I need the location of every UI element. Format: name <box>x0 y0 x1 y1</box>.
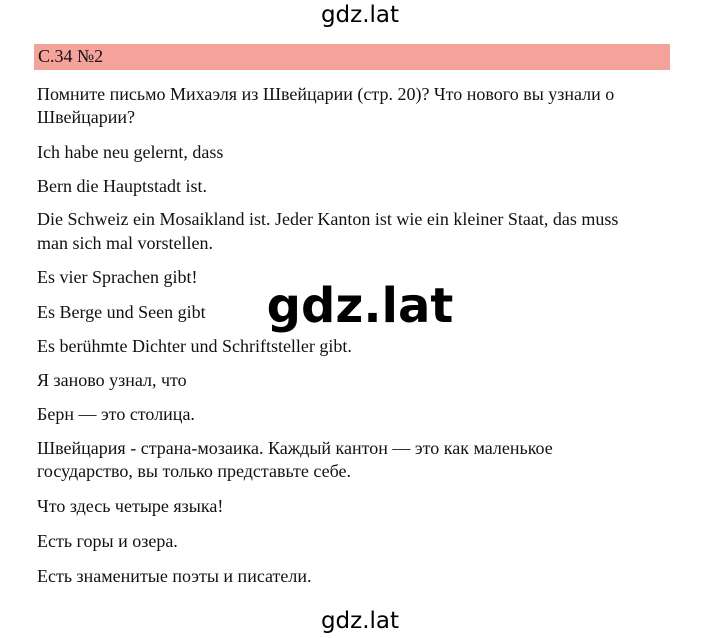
russian-answer-4: Есть горы и озера. <box>37 531 178 551</box>
russian-answer-1: Берн — это столица. <box>37 404 195 424</box>
german-answer-5: Es berühmte Dichter und Schriftsteller gibt. <box>37 336 352 356</box>
task-number: С.34 №2 <box>38 46 104 66</box>
german-intro: Ich habe neu gelernt, dass <box>37 142 224 162</box>
site-title-bottom: gdz.lat <box>320 608 400 634</box>
german-answer-2-line-1: Die Schweiz ein Mosaikland ist. Jeder Kanton ist wie ein kleiner Staat, das muss <box>37 209 619 229</box>
question-line-1: Помните письмо Михаэля из Швейцарии (стр. 20)? Что нового вы узнали о <box>37 84 615 104</box>
german-answer-1: Bern die Hauptstadt ist. <box>37 176 207 196</box>
german-answer-4: Es Berge und Seen gibt <box>37 302 206 322</box>
russian-answer-3: Что здесь четыре языка! <box>37 496 224 516</box>
german-answer-2-line-2: man sich mal vorstellen. <box>37 233 213 253</box>
question-line-2: Швейцарии? <box>37 107 136 127</box>
watermark-text: gdz.lat <box>266 278 454 334</box>
russian-intro: Я заново узнал, что <box>37 370 187 390</box>
task-header-bar <box>34 44 670 70</box>
russian-answer-2-line-1: Швейцария - страна-мозаика. Каждый кантон — это как маленькое <box>37 438 553 458</box>
german-answer-3: Es vier Sprachen gibt! <box>37 267 198 287</box>
russian-answer-5: Есть знаменитые поэты и писатели. <box>37 566 312 586</box>
russian-answer-2-line-2: государство, вы только представьте себе. <box>37 461 351 481</box>
site-title-top: gdz.lat <box>320 2 400 28</box>
